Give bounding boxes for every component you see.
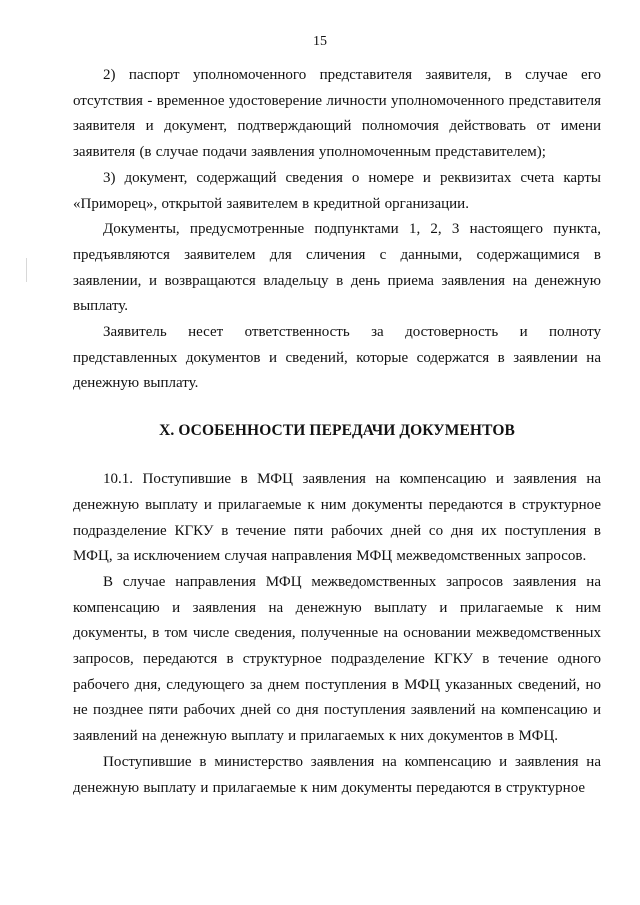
paragraph-ministry-transfer: Поступившие в министерство заявления на компенсацию и заявления на денежную выплату и прилагаемые к ним документы передаются в структурное: [73, 753, 601, 796]
paragraph-interdepartmental-requests: В случае направления МФЦ межведомственных запросов заявления на компенсацию и заявления на денежную выплату и прилагаемые к ним документы, в том числе сведения, полученные на основании межведомственных запросов, передаются в структурное подразделение КГКУ в течение одного рабочего дня, следующего за днем поступления в МФЦ указанных сведений, но не позднее пяти рабочих дней со дня поступления заявлений на компенсацию и заявлений на денежную выплату и прилагаемых к них документов в МФЦ.: [73, 573, 601, 745]
paragraph-account-document: 3) документ, содержащий сведения о номере и реквизитах счета карты «Приморец», открытой заявителем в кредитной организации.: [73, 169, 601, 212]
page-number: 15: [313, 34, 327, 49]
paragraph-applicant-responsibility: Заявитель несет ответственность за достоверность и полноту представленных документов и сведений, которые содержатся в заявлении на денежную выплату.: [73, 324, 601, 392]
paragraph-documents-verification: Документы, предусмотренные подпунктами 1, 2, 3 настоящего пункта, предъявляются заявителем для сличения с данными, содержащимися в заявлении, и возвращаются владельцу в день приема заявления на денежную выплату.: [73, 221, 601, 315]
paragraph-10-1: 10.1. Поступившие в МФЦ заявления на компенсацию и заявления на денежную выплату и прилагаемые к ним документы передаются в структурное подразделение КГКУ в течение пяти рабочих дней со дня их поступления в МФЦ, за исключением случая направления МФЦ межведомственных запросов.: [73, 471, 601, 565]
document-body: [73, 63, 601, 801]
margin-mark: [26, 258, 27, 282]
section-heading: X. ОСОБЕННОСТИ ПЕРЕДАЧИ ДОКУМЕНТОВ: [159, 422, 515, 440]
paragraph-passport: 2) паспорт уполномоченного представителя заявителя, в случае его отсутствия - временное удостоверение личности уполномоченного представителя заявителя и документ, подтверждающий полномочия действовать от имени заявителя (в случае подачи заявления уполномоченным представителем);: [73, 67, 601, 161]
